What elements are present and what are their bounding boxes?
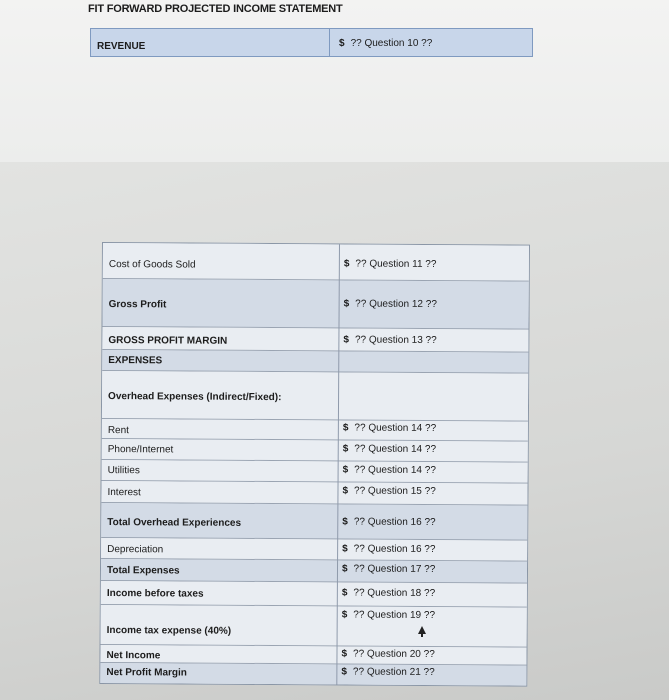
income-statement-table bbox=[99, 242, 530, 687]
row-value-text: ?? Question 12 ?? bbox=[355, 298, 437, 311]
row-value-text: ?? Question 21 ?? bbox=[352, 666, 435, 679]
row-value bbox=[342, 543, 435, 555]
mouse-cursor-tail bbox=[421, 633, 423, 637]
row-overhead-header bbox=[102, 371, 528, 422]
row-value-text: ?? Question 14 ?? bbox=[354, 464, 436, 477]
row-dollar: $ bbox=[341, 648, 348, 660]
row-label: Rent bbox=[107, 425, 130, 437]
row-dollar: $ bbox=[342, 543, 348, 555]
row-dollar: $ bbox=[341, 587, 348, 599]
row-depreciation bbox=[101, 538, 527, 562]
row-value bbox=[342, 587, 435, 599]
row-label: Gross Profit bbox=[108, 299, 167, 311]
row-phone-internet bbox=[102, 439, 528, 463]
row-label: Depreciation bbox=[107, 544, 164, 556]
row-value bbox=[343, 422, 436, 434]
revenue-divider bbox=[329, 29, 330, 56]
row-dollar: $ bbox=[343, 258, 350, 270]
row-dollar: $ bbox=[343, 298, 350, 310]
row-value-text: ?? Question 15 ?? bbox=[354, 485, 436, 498]
row-value-text: ?? Question 11 ?? bbox=[355, 258, 437, 271]
row-rent bbox=[102, 419, 528, 442]
row-label: GROSS PROFIT MARGIN bbox=[108, 335, 228, 347]
row-label: Utilities bbox=[107, 465, 140, 477]
row-value bbox=[341, 666, 434, 678]
row-value-text: ?? Question 17 ?? bbox=[353, 563, 436, 576]
row-label: Cost of Goods Sold bbox=[108, 259, 196, 271]
row-label: Income before taxes bbox=[106, 588, 204, 600]
row-gross-profit bbox=[102, 279, 528, 330]
row-cost-of-goods-sold bbox=[103, 243, 529, 282]
row-value-text: ?? Question 14 ?? bbox=[354, 422, 437, 435]
revenue-value bbox=[339, 38, 432, 49]
row-expenses-header bbox=[102, 350, 528, 374]
row-dollar: $ bbox=[341, 609, 348, 621]
row-utilities bbox=[102, 460, 528, 484]
row-dollar: $ bbox=[342, 516, 348, 528]
row-total-overhead bbox=[101, 503, 527, 541]
upper-page bbox=[0, 0, 669, 162]
row-value-text: ?? Question 16 ?? bbox=[353, 543, 436, 556]
row-label: Phone/Internet bbox=[107, 444, 174, 456]
row-dollar: $ bbox=[342, 422, 349, 434]
row-label: Net Income bbox=[106, 650, 161, 662]
row-dollar: $ bbox=[342, 443, 349, 455]
row-value-text: ?? Question 14 ?? bbox=[354, 443, 437, 456]
row-value bbox=[342, 485, 435, 497]
revenue-row bbox=[90, 28, 533, 57]
row-label: Total Overhead Experiences bbox=[107, 517, 242, 529]
revenue-value-text: ?? Question 10 ?? bbox=[350, 38, 433, 49]
row-label: Interest bbox=[107, 487, 141, 499]
row-value-text: ?? Question 20 ?? bbox=[353, 648, 435, 661]
row-income-before-taxes bbox=[101, 581, 527, 608]
row-value bbox=[342, 563, 435, 575]
row-label: Total Expenses bbox=[106, 565, 180, 577]
row-value bbox=[341, 648, 434, 660]
row-label: Income tax expense (40%) bbox=[106, 625, 232, 637]
statement-title: FIT FORWARD PROJECTED INCOME STATEMENT bbox=[88, 3, 343, 15]
row-value bbox=[344, 298, 437, 310]
row-value bbox=[342, 516, 435, 528]
row-interest bbox=[101, 481, 527, 506]
row-label: EXPENSES bbox=[108, 355, 163, 367]
row-value-text: ?? Question 13 ?? bbox=[354, 334, 437, 347]
row-value-text: ?? Question 16 ?? bbox=[353, 516, 436, 529]
row-value bbox=[342, 609, 435, 621]
row-total-expenses bbox=[101, 559, 527, 584]
row-gross-profit-margin bbox=[102, 327, 528, 353]
row-value bbox=[344, 258, 437, 270]
row-value bbox=[343, 464, 436, 476]
row-dollar: $ bbox=[342, 485, 349, 497]
row-net-profit-margin bbox=[100, 663, 526, 686]
row-dollar: $ bbox=[343, 334, 350, 346]
revenue-label: REVENUE bbox=[97, 41, 146, 52]
row-label: Net Profit Margin bbox=[106, 667, 187, 679]
row-dollar: $ bbox=[341, 666, 347, 678]
row-value bbox=[343, 443, 436, 455]
row-value bbox=[343, 334, 436, 346]
row-value-text: ?? Question 19 ?? bbox=[353, 609, 436, 622]
row-label: Overhead Expenses (Indirect/Fixed): bbox=[108, 391, 282, 404]
row-income-tax-expense bbox=[101, 605, 527, 648]
row-value-text: ?? Question 18 ?? bbox=[353, 587, 436, 600]
row-dollar: $ bbox=[342, 464, 349, 476]
row-dollar: $ bbox=[341, 563, 348, 575]
revenue-dollar: $ bbox=[339, 38, 345, 49]
